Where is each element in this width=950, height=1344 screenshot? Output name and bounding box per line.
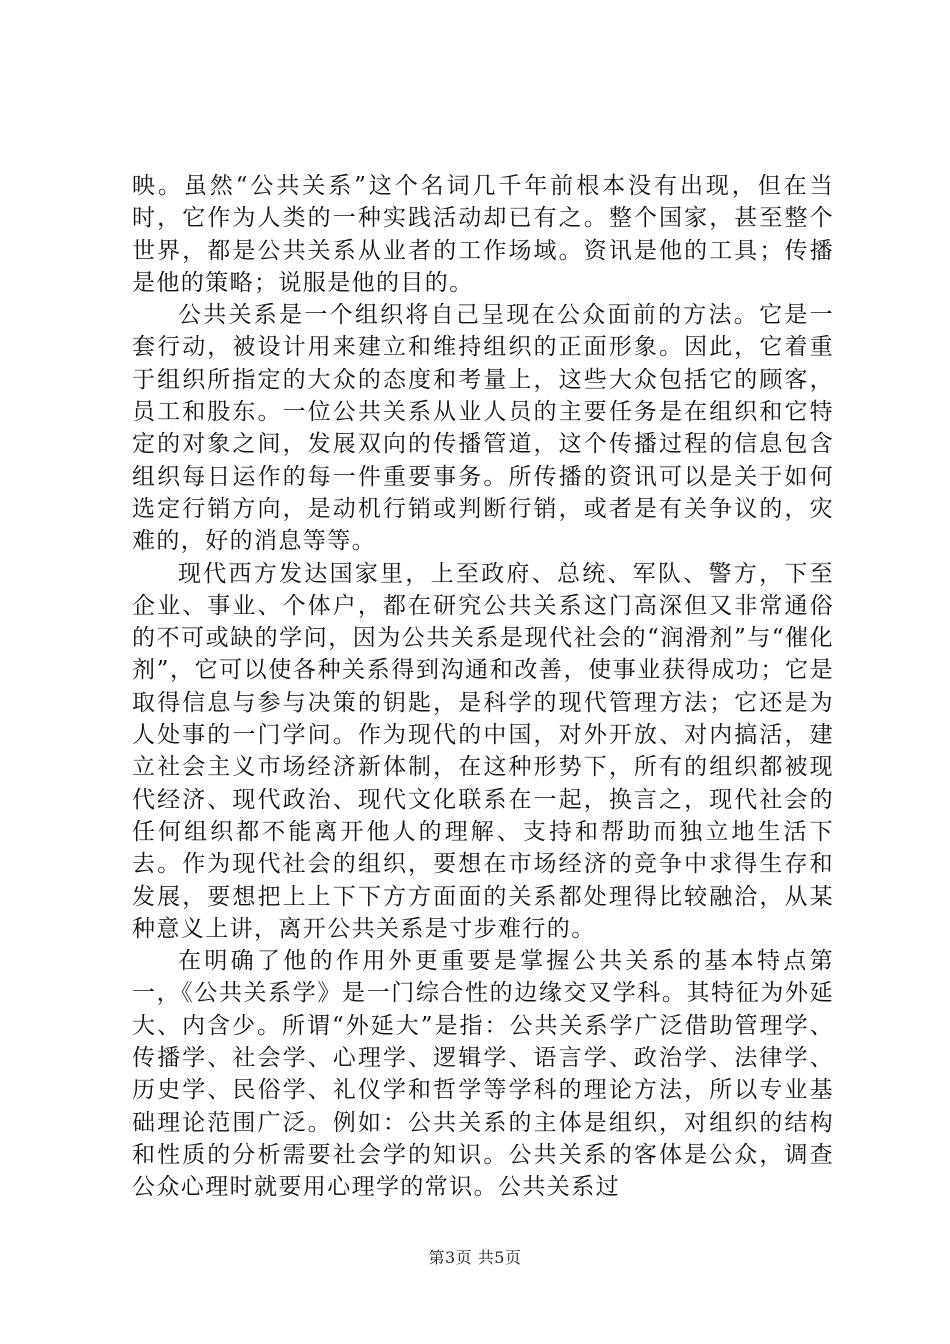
page-number-footer: 第3页 共5页 xyxy=(428,1248,522,1267)
paragraph-continuation: 映。虽然“公共关系”这个名词几千年前根本没有出现，但在当时，它作为人类的一种实践活动却已有之。整个国家，甚至整个世界，都是公共关系从业者的工作场域。资讯是他的工具；传播是他的策略；说服是他的目的。 xyxy=(132,173,834,296)
document-body xyxy=(132,170,834,1204)
paragraph-definition: 公共关系是一个组织将自己呈现在公众面前的方法。它是一套行动，被设计用来建立和维持组织的正面形象。因此，它着重于组织所指定的大众的态度和考量上，这些大众包括它的顾客，员工和股东。一位公共关系从业人员的主要任务是在组织和它特定的对象之间，发展双向的传播管道，这个传播过程的信息包含组织每日运作的每一件重要事务。所传播的资讯可以是关于如何选定行销方向，是动机行销或判断行销，或者是有关争议的，灾难的，好的消息等等。 xyxy=(132,302,834,555)
paragraph-modern-west: 现代西方发达国家里，上至政府、总统、军队、警方，下至企业、事业、个体户，都在研究公共关系这门高深但又非常通俗的不可或缺的学问，因为公共关系是现代社会的“润滑剂”与“催化剂”，它可以使各种关系得到沟通和改善，使事业获得成功；它是取得信息与参与决策的钥匙，是科学的现代管理方法；它还是为人处事的一门学问。作为现代的中国，对外开放、对内搞活，建立社会主义市场经济新体制，在这种形势下，所有的组织都被现代经济、现代政治、现代文化联系在一起，换言之，现代社会的任何组织都不能离开他人的理解、支持和帮助而独立地生活下去。作为现代社会的组织，要想在市场经济的竞争中求得生存和发展，要想把上上下下方方面面的关系都处理得比较融洽，从某种意义上讲，离开公共关系是寸步难行的。 xyxy=(132,560,834,942)
paragraph-characteristics: 在明确了他的作用外更重要是掌握公共关系的基本特点第一，《公共关系学》是一门综合性的边缘交叉学科。其特征为外延大、内含少。所谓“外延大”是指：公共关系学广泛借助管理学、传播学、社会学、心理学、逻辑学、语言学、政治学、法律学、历史学、民俗学、礼仪学和哲学等学科的理论方法，所以专业基础理论范围广泛。例如：公共关系的主体是组织，对组织的结构和性质的分析需要社会学的知识。公共关系的客体是公众，调查公众心理时就要用心理学的常识。公共关系过 xyxy=(132,948,834,1201)
